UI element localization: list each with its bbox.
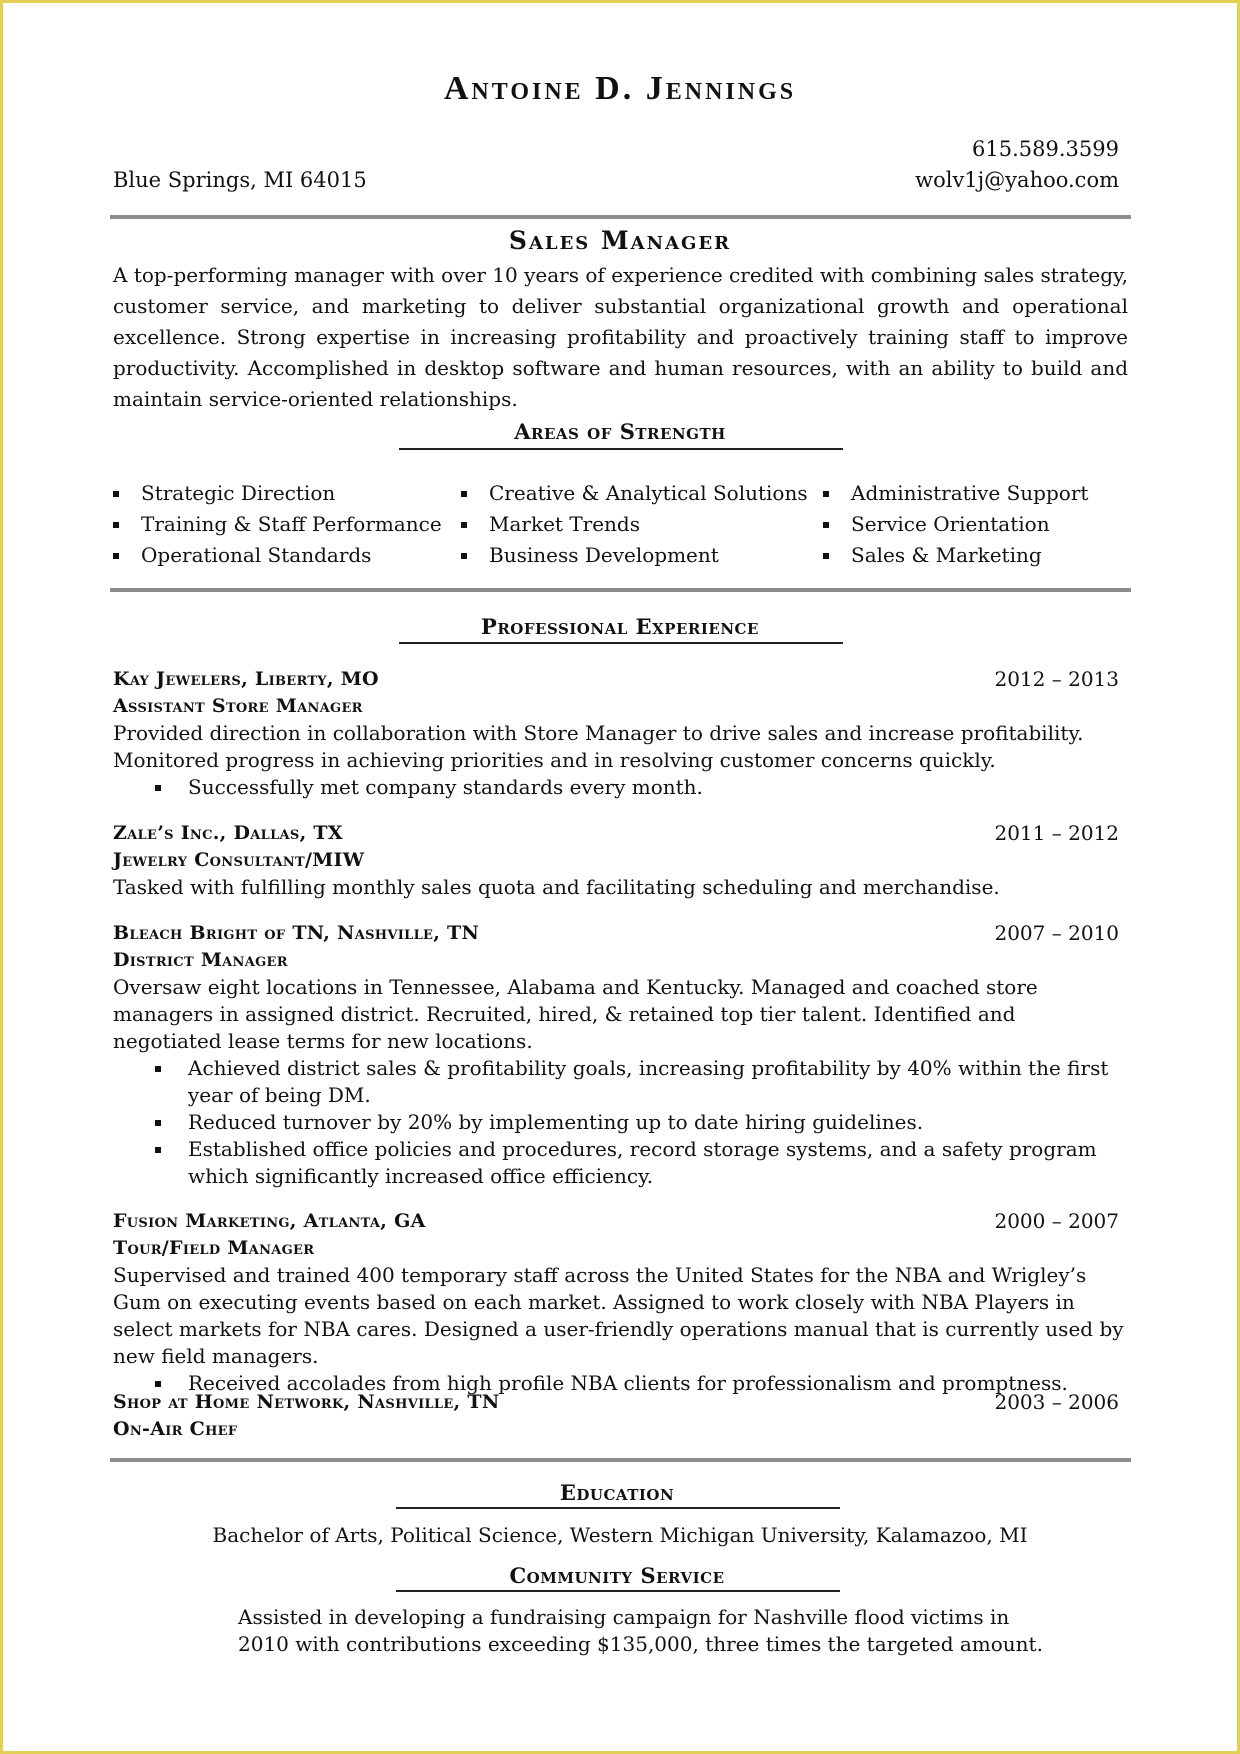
summary-paragraph: A top-performing manager with over 10 years of experience credited with combining sales strategy, customer service, and marketing to deliver substantial organizational growth and operational excellence. Strong expertise in increasing profitability and proactively training staff to improve productivity. Accomplished in desktop software and human resources, with an ability to build and maintain service-oriented relationships. — [113, 263, 1128, 411]
strengths-heading-underline — [399, 448, 843, 450]
strength-item: Strategic Direction — [113, 478, 442, 509]
strength-item: Service Orientation — [823, 509, 1088, 540]
job-title: District Manager — [113, 949, 288, 971]
experience-heading: Professional Experience — [481, 614, 759, 639]
strengths-divider — [110, 588, 1131, 592]
strength-item: Sales & Marketing — [823, 540, 1088, 571]
employment-dates: 2007 – 2010 — [994, 921, 1119, 945]
strength-item: Operational Standards — [113, 540, 442, 571]
community-heading-underline — [396, 1590, 840, 1592]
education-heading: Education — [559, 1480, 675, 1505]
community-heading: Community Service — [509, 1563, 725, 1588]
strengths-column-1 — [113, 478, 442, 571]
strength-item: Administrative Support — [823, 478, 1088, 509]
achievement-list — [113, 1055, 1153, 1190]
strength-item: Training & Staff Performance — [113, 509, 442, 540]
job-title: Jewelry Consultant/MIW — [113, 849, 365, 871]
job-entry-shop-at-home — [113, 1389, 1153, 1443]
employment-dates: 2012 – 2013 — [994, 667, 1119, 691]
strengths-column-2 — [461, 478, 808, 571]
candidate-name: Antoine D. Jennings — [443, 70, 797, 107]
professional-title: Sales Manager — [508, 226, 732, 255]
employment-dates: 2011 – 2012 — [994, 821, 1119, 845]
company-name: Kay Jewelers, Liberty, MO — [113, 668, 379, 690]
experience-divider — [110, 1458, 1131, 1462]
job-entry-bleach-bright — [113, 920, 1153, 1190]
job-title: Assistant Store Manager — [113, 695, 363, 717]
achievement-item: Achieved district sales & profitability goals, increasing profitability by 40% within the first year of being DM. — [113, 1055, 1128, 1109]
strength-item: Business Development — [461, 540, 808, 571]
job-title: Tour/Field Manager — [113, 1237, 315, 1259]
job-description: Provided direction in collaboration with Store Manager to drive sales and increase profitability. Monitored progress in achieving priorities and in resolving customer concerns quickly. — [113, 721, 1084, 772]
header-divider — [110, 215, 1131, 219]
achievement-item: Reduced turnover by 20% by implementing up to date hiring guidelines. — [113, 1109, 1153, 1136]
achievement-item: Successfully met company standards every month. — [113, 774, 1153, 801]
employment-dates: 2003 – 2006 — [994, 1390, 1119, 1414]
achievement-item: Received accolades from high profile NBA clients for professionalism and promptness. — [113, 1370, 1153, 1397]
education-entry: Bachelor of Arts, Political Science, Western Michigan University, Kalamazoo, MI — [212, 1523, 1028, 1547]
job-entry-fusion-marketing — [113, 1208, 1153, 1397]
phone-number: 615.589.3599 — [972, 137, 1119, 161]
email-address: wolv1j@yahoo.com — [915, 168, 1119, 192]
company-name: Bleach Bright of TN, Nashville, TN — [113, 922, 480, 944]
company-name: Shop at Home Network, Nashville, TN — [113, 1391, 500, 1413]
achievement-item: Established office policies and procedures, record storage systems, and a safety program which significantly increased office efficiency. — [113, 1136, 1128, 1190]
experience-heading-underline — [399, 642, 843, 644]
location: Blue Springs, MI 64015 — [113, 168, 367, 192]
job-entry-kay-jewelers — [113, 666, 1153, 801]
job-description: Oversaw eight locations in Tennessee, Alabama and Kentucky. Managed and coached store managers in assigned district. Recruited, hired, & retained top tier talent. Identified and negotiated lease terms for new locations. — [113, 975, 1038, 1053]
strength-item: Market Trends — [461, 509, 808, 540]
community-entry: Assisted in developing a fundraising campaign for Nashville flood victims in 2010 with contributions exceeding $135,000, three times the targeted amount. — [238, 1605, 1043, 1656]
strength-item: Creative & Analytical Solutions — [461, 478, 808, 509]
employment-dates: 2000 – 2007 — [994, 1209, 1119, 1233]
education-heading-underline — [396, 1507, 840, 1509]
strengths-column-3 — [823, 478, 1088, 571]
job-title: On-Air Chef — [113, 1418, 238, 1440]
job-entry-zales — [113, 820, 1153, 901]
company-name: Fusion Marketing, Atlanta, GA — [113, 1210, 426, 1232]
company-name: Zale’s Inc., Dallas, TX — [113, 822, 343, 844]
strengths-heading: Areas of Strength — [514, 419, 726, 444]
achievement-list — [113, 774, 1153, 801]
job-description: Supervised and trained 400 temporary staff across the United States for the NBA and Wrigley’s Gum on executing events based on each market. Assigned to work closely with NBA Players in select markets for NBA cares. Designed a user-friendly operations manual that is currently used by new field managers. — [113, 1263, 1124, 1368]
job-description: Tasked with fulfilling monthly sales quota and facilitating scheduling and merchandise. — [113, 875, 1000, 899]
